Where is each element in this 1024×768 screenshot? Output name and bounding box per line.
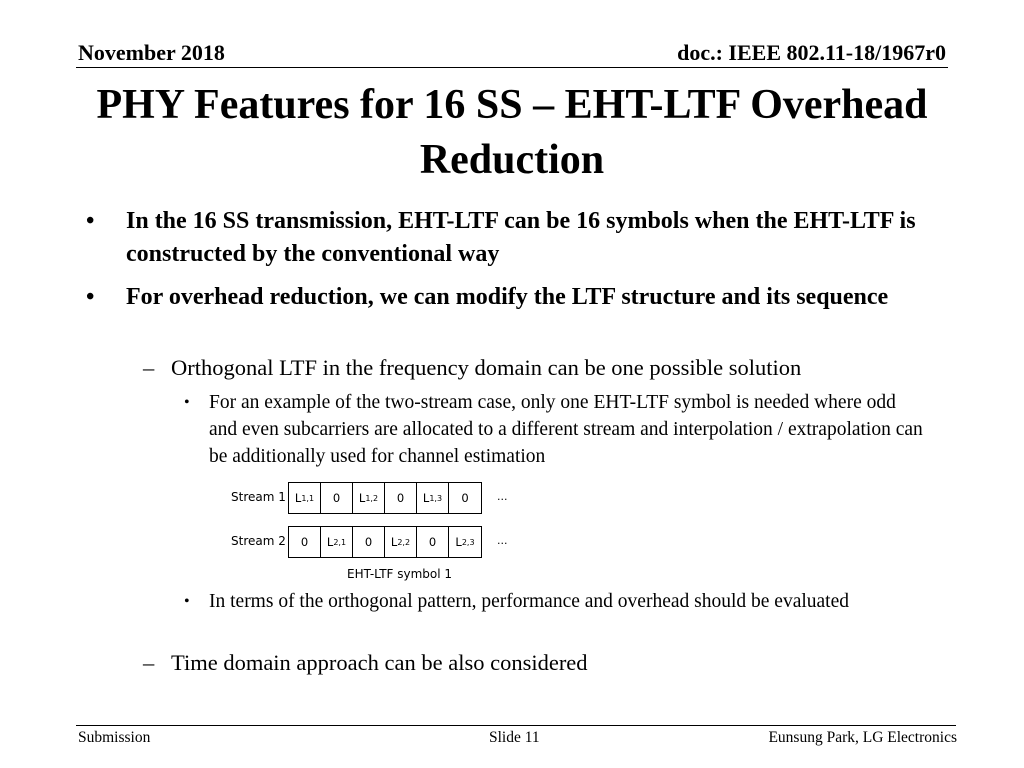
cell-value: L xyxy=(294,491,302,505)
sub-bullet-2-1 xyxy=(143,353,943,383)
bullet-text: Orthogonal LTF in the frequency domain can be one possible solution xyxy=(171,355,802,380)
stream2-cell xyxy=(417,527,449,557)
bullet-marker: – xyxy=(143,355,155,380)
stream1-cell xyxy=(385,483,417,513)
symbol-label: EHT-LTF symbol 1 xyxy=(347,567,453,581)
cell-subscript: 1,2 xyxy=(365,493,379,503)
bullet-marker: • xyxy=(86,208,95,234)
bullet-text: Time domain approach can be also considered xyxy=(171,650,588,675)
footer-submission: Submission xyxy=(78,729,151,746)
cell-value: 0 xyxy=(332,491,341,505)
cell-value: L xyxy=(422,491,430,505)
bullet-marker: • xyxy=(184,394,190,411)
stream2-label: Stream 2 xyxy=(231,534,286,548)
stream2-cell xyxy=(385,527,417,557)
stream1-cell xyxy=(321,483,353,513)
cell-value: 0 xyxy=(428,535,437,549)
slide-title: PHY Features for 16 SS – EHT-LTF Overhead Reduction xyxy=(96,82,928,183)
cell-value: 0 xyxy=(300,535,309,549)
stream1-cell xyxy=(353,483,385,513)
stream1-cell xyxy=(449,483,481,513)
ltf-diagram xyxy=(225,482,545,587)
sub-sub-bullet-example xyxy=(184,389,924,470)
stream1-ellipsis: ... xyxy=(497,490,508,503)
stream1-cell xyxy=(417,483,449,513)
stream2-row xyxy=(288,526,482,558)
stream1-cell xyxy=(289,483,321,513)
sub-bullet-2-2 xyxy=(143,648,943,678)
bullet-marker: – xyxy=(143,650,155,675)
cell-value: L xyxy=(455,535,462,549)
footer-rule xyxy=(76,725,956,726)
stream1-label: Stream 1 xyxy=(231,490,286,504)
cell-value: 0 xyxy=(461,491,469,505)
stream2-ellipsis: ... xyxy=(497,534,508,547)
stream2-cell xyxy=(321,527,353,557)
stream2-cell xyxy=(449,527,481,557)
cell-value: L xyxy=(326,535,334,549)
cell-subscript: 2,3 xyxy=(461,537,475,547)
header-date: November 2018 xyxy=(78,40,225,65)
bullet-text: In terms of the orthogonal pattern, performance and overhead should be evaluated xyxy=(209,591,850,612)
bullet-1 xyxy=(86,205,936,271)
stream2-cell xyxy=(289,527,321,557)
bullet-text: In the 16 SS transmission, EHT-LTF can be 16 symbols when the EHT-LTF is constructed by the conventional way xyxy=(126,208,916,267)
cell-subscript: 2,1 xyxy=(333,537,347,547)
cell-subscript: 1,3 xyxy=(429,493,443,503)
bullet-marker: • xyxy=(86,284,95,310)
footer-slide-number: Slide 11 xyxy=(489,729,540,746)
bullet-text: For an example of the two-stream case, only one EHT-LTF symbol is needed where odd and even subcarriers are allocated to a different stream and interpolation / extrapolation can be additionally used for channel estimation xyxy=(209,392,923,467)
bullet-text: For overhead reduction, we can modify the LTF structure and its sequence xyxy=(126,284,889,310)
cell-value: L xyxy=(358,491,366,505)
cell-value: 0 xyxy=(396,491,405,505)
bullet-2 xyxy=(86,281,936,314)
cell-value: L xyxy=(390,535,398,549)
bullet-marker: • xyxy=(184,593,190,610)
stream1-row xyxy=(288,482,482,514)
footer-author: Eunsung Park, LG Electronics xyxy=(768,729,957,746)
sub-sub-bullet-evaluation xyxy=(184,588,924,615)
cell-subscript: 1,1 xyxy=(301,493,315,503)
stream2-cell xyxy=(353,527,385,557)
cell-subscript: 2,2 xyxy=(397,537,411,547)
cell-value: 0 xyxy=(364,535,373,549)
header-doc-id: doc.: IEEE 802.11-18/1967r0 xyxy=(677,40,946,65)
